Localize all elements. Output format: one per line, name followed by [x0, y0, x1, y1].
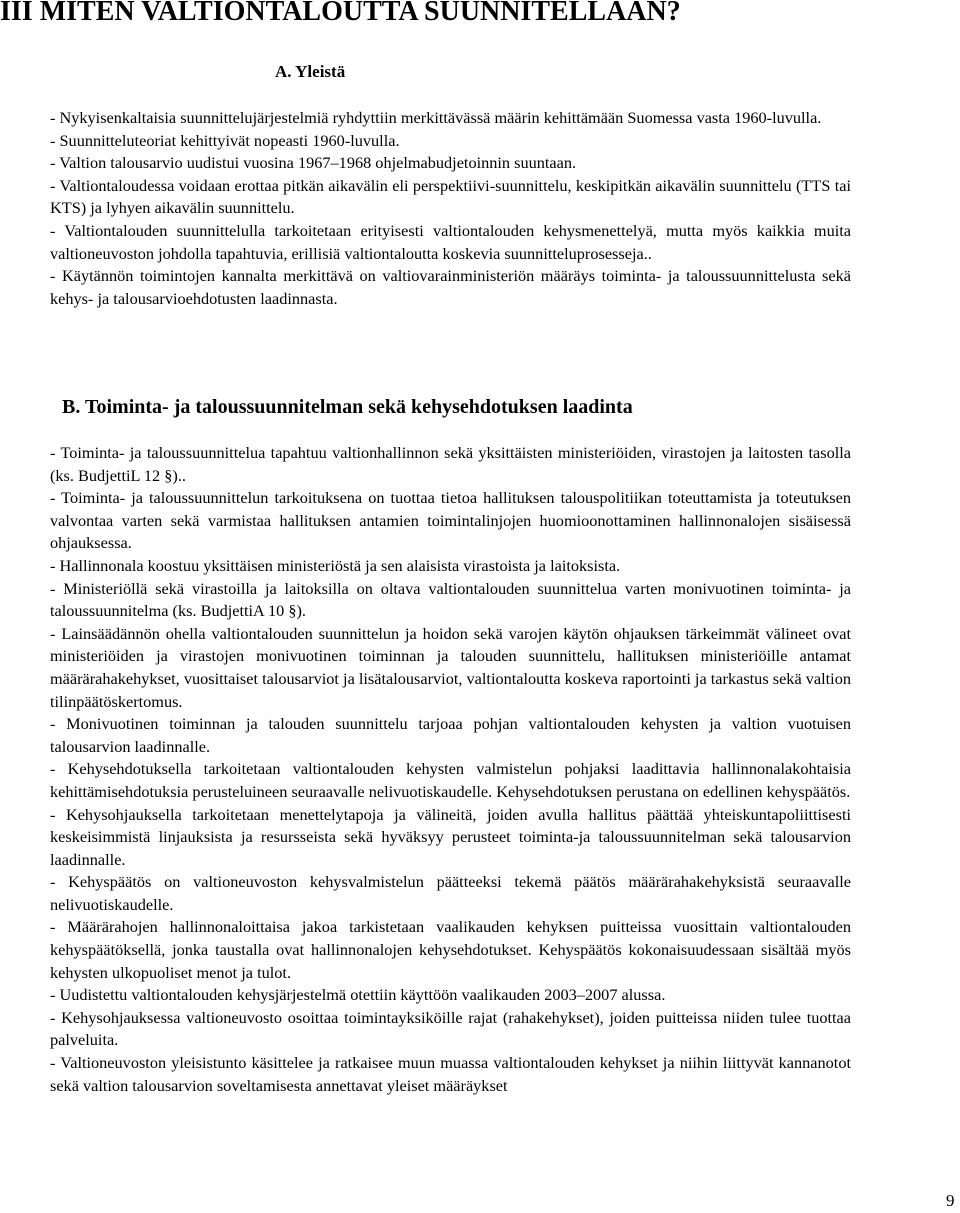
paragraph: - Valtioneuvoston yleisistunto käsittelee ja ratkaisee muun muassa valtiontalouden kehykset ja niihin liittyvät kannanotot sekä valtion talousarvion soveltamisesta annettavat yleiset määräykset [50, 1053, 851, 1095]
section-b-heading: B. Toiminta- ja taloussuunnitelman sekä kehysehdotuksen laadinta [62, 396, 633, 418]
paragraph: - Suunnitteluteoriat kehittyivät nopeasti 1960-luvulla. [50, 130, 400, 150]
paragraph: - Määrärahojen hallinnonaloittaisa jakoa tarkistetaan vaalikauden kehyksen puitteissa vuosittain valtiontalouden kehyspäätöksellä, jonka taustalla ovat hallinnonalojen kehysehdotukset. Kehyspäätös kokonaisuudessaan sisältää myös kehysten ulkopuoliset menot ja tulot. [50, 917, 851, 982]
section-a-heading: A. Yleistä [275, 62, 346, 81]
paragraph: - Kehysehdotuksella tarkoitetaan valtiontalouden kehysten valmistelun pohjaksi laadittavia hallinnonalakohtaisia kehittämisehdotuksia perusteluineen seuraavalle nelivuotiskaudelle. Kehysehdotuksen perustana on edellinen kehyspäätös. [50, 759, 851, 801]
page-number: 9 [946, 1191, 955, 1210]
paragraph: - Uudistettu valtiontalouden kehysjärjestelmä otettiin käyttöön vaalikauden 2003–2007 alussa. [50, 985, 666, 1005]
paragraph: - Toiminta- ja taloussuunnittelun tarkoituksena on tuottaa tietoa hallituksen talouspolitiikan toteuttamista ja toteutuksen valvontaa varten sekä varmistaa hallituksen antamien toimintalinjojen huomioonottaminen hallinnonalojen sisäisessä ohjauksessa. [50, 488, 851, 553]
paragraph: - Nykyisenkaltaisia suunnittelujärjestelmiä ryhdyttiin merkittävässä määrin kehittämään Suomessa vasta 1960-luvulla. [50, 108, 822, 127]
paragraph: - Toiminta- ja taloussuunnittelua tapahtuu valtionhallinnon sekä yksittäisten ministeriöiden, virastojen ja laitosten tasolla (ks. BudjettiL 12 §).. [50, 443, 851, 485]
section-a-body [50, 107, 851, 310]
paragraph: - Käytännön toimintojen kannalta merkittävä on valtiovarainministeriön määräys toiminta- ja taloussuunnittelusta sekä kehys- ja talousarvioehdotusten laadinnasta. [50, 266, 851, 308]
paragraph: - Kehysohjauksella tarkoitetaan menettelytapoja ja välineitä, joiden avulla hallitus päättää yhteiskuntapoliittisesti keskeisimmistä linjauksista ja resursseista sekä hyväksyy perusteet toiminta-ja taloussuunnitelman sekä talousarvion laadinnalle. [50, 804, 851, 869]
paragraph: - Kehyspäätös on valtioneuvoston kehysvalmistelun päätteeksi tekemä päätös määrärahakehyksistä seuraavalle nelivuotiskaudelle. [50, 872, 851, 914]
paragraph: - Valtiontaloudessa voidaan erottaa pitkän aikavälin eli perspektiivi-suunnittelu, keskipitkän aikavälin suunnittelu (TTS tai KTS) ja lyhyen aikavälin suunnittelu. [50, 175, 851, 218]
section-b-body [50, 442, 851, 1097]
paragraph: - Kehysohjauksessa valtioneuvosto osoittaa toimintayksiköille rajat (rahakehykset), joiden puitteissa niiden tulee tuottaa palveluita. [50, 1007, 851, 1050]
paragraph: - Monivuotinen toiminnan ja talouden suunnittelu tarjoaa pohjan valtiontalouden kehysten ja valtion vuotuisen talousarvion laadinnalle. [50, 714, 851, 756]
paragraph: - Lainsäädännön ohella valtiontalouden suunnittelun ja hoidon sekä varojen käytön ohjauksen tärkeimmät välineet ovat ministeriöiden ja virastojen monivuotinen toiminnan ja talouden suunnittelu, hallituksen ministeriöille antamat määrärahakehykset, vuosittaiset talousarviot ja lisätalousarviot, valtiontaloutta koskeva raportointi ja tarkastus sekä valtion tilinpäätöskertomus. [50, 623, 851, 711]
paragraph: - Valtion talousarvio uudistui vuosina 1967–1968 ohjelmabudjetoinnin suuntaan. [50, 153, 577, 173]
paragraph: - Valtiontalouden suunnittelulla tarkoitetaan erityisesti valtiontalouden kehysmenettelyä, mutta myös kaikkia muita valtioneuvoston johdolla tapahtuvia, erillisiä valtiontaloutta koskevia suunnitteluprosesseja.. [50, 220, 851, 263]
paragraph: - Ministeriöllä sekä virastoilla ja laitoksilla on oltava valtiontalouden suunnittelua varten monivuotinen toiminta- ja taloussuunnitelma (ks. BudjettiA 10 §). [50, 578, 851, 621]
paragraph: - Hallinnonala koostuu yksittäisen ministeriöstä ja sen alaisista virastoista ja laitoksista. [50, 555, 621, 575]
page-title: III MITEN VALTIONTALOUTTA SUUNNITELLAAN? [0, 0, 681, 27]
